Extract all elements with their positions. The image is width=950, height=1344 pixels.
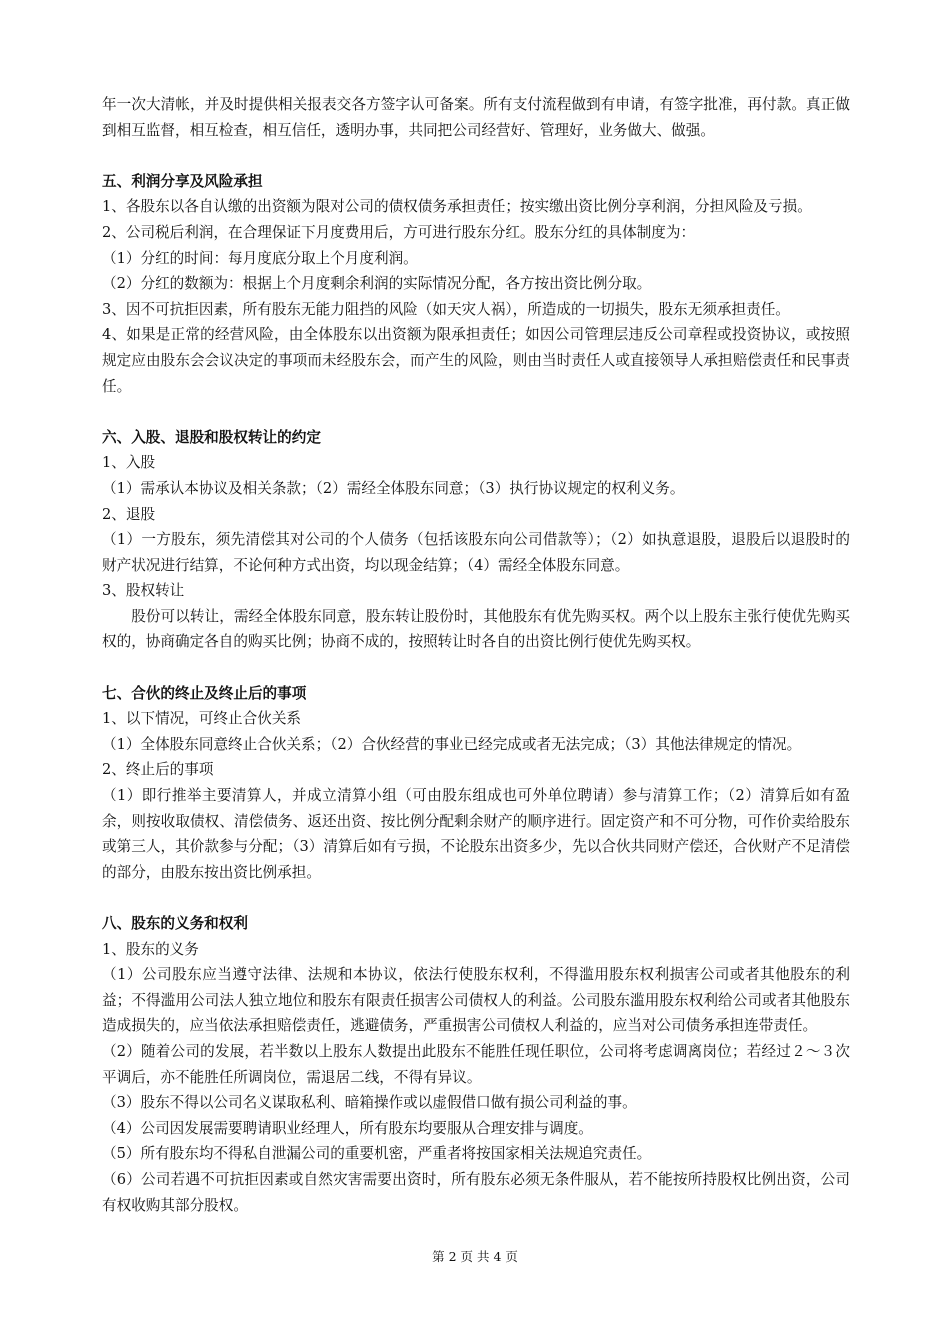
paragraph: （2）随着公司的发展，若半数以上股东人数提出此股东不能胜任现任职位，公司将考虑调离岗位；若经过２～３次平调后，亦不能胜任所调岗位，需退居二线，不得有异议。 xyxy=(102,1042,850,1086)
paragraph: 1、以下情况，可终止合伙关系 xyxy=(102,710,302,728)
paragraph: 2、公司税后利润，在合理保证下月度费用后，方可进行股东分红。股东分红的具体制度为： xyxy=(102,223,696,241)
section-heading: 七、合伙的终止及终止后的事项 xyxy=(102,684,307,702)
paragraph: 4、如果是正常的经营风险，由全体股东以出资额为限承担责任；如因公司管理层违反公司章程或投资协议，或按照规定应由股东会会议决定的事项而未经股东会，而产生的风险，则由当时责任人或直接领导人承担赔偿责任和民事责任。 xyxy=(102,326,850,395)
paragraph: 1、各股东以各自认缴的出资额为限对公司的债权债务承担责任；按实缴出资比例分享利润，分担风险及亏损。 xyxy=(102,198,812,216)
paragraph: （3）股东不得以公司名义谋取私利、暗箱操作或以虚假借口做有损公司利益的事。 xyxy=(102,1094,637,1112)
paragraph: （4）公司因发展需要聘请职业经理人，所有股东均要服从合理安排与调度。 xyxy=(102,1119,593,1137)
paragraph: （1）需承认本协议及相关条款；（2）需经全体股东同意；（3）执行协议规定的权利义务。 xyxy=(102,479,685,497)
intro-paragraph: 年一次大清帐，并及时提供相关报表交各方签字认可备案。所有支付流程做到有申请，有签字批准，再付款。真正做到相互监督，相互检查，相互信任，透明办事，共同把公司经营好、管理好，业务做大、做强。 xyxy=(102,96,850,139)
paragraph: （5）所有股东均不得私自泄漏公司的重要机密，严重者将按国家相关法规追究责任。 xyxy=(102,1145,652,1163)
section-heading: 五、利润分享及风险承担 xyxy=(102,172,263,190)
page-number-footer: 第 2 页 共 4 页 xyxy=(432,1249,518,1264)
section-gap xyxy=(102,399,850,425)
paragraph: （2）分红的数额为：根据上个月度剩余利润的实际情况分配，各方按出资比例分取。 xyxy=(102,275,652,293)
paragraph: （1）即行推举主要清算人，并成立清算小组（可由股东组成也可外单位聘请）参与清算工作；（2）清算后如有盈余，则按收取债权、清偿债务、返还出资、按比例分配剩余财产的顺序进行。固定资产和不可分物，可作价卖给股东或第三人，其价款参与分配；（3）清算后如有亏损，不论股东出资多少，先以合伙共同财产偿还，合伙财产不足清偿的部分，由股东按出资比例承担。 xyxy=(102,787,850,881)
paragraph: 2、退股 xyxy=(102,505,156,523)
section-heading: 六、入股、退股和股权转让的约定 xyxy=(102,428,321,446)
section-duties-rights xyxy=(102,911,850,1218)
paragraph: 2、终止后的事项 xyxy=(102,761,214,779)
section-shares-transfer xyxy=(102,425,850,655)
paragraph: 股份可以转让，需经全体股东同意，股东转让股份时，其他股东有优先购买权。两个以上股东主张行使优先购买权的，协商确定各自的购买比例；协商不成的，按照转让时各自的出资比例行使优先购买权。 xyxy=(102,607,850,651)
paragraph: （1）一方股东，须先清偿其对公司的个人债务（包括该股东向公司借款等）；（2）如执意退股，退股后以退股时的财产状况进行结算，不论何种方式出资，均以现金结算；（4）需经全体股东同意。 xyxy=(102,531,850,574)
paragraph: （1）公司股东应当遵守法律、法规和本协议，依法行使股东权利，不得滥用股东权利损害公司或者其他股东的利益；不得滥用公司法人独立地位和股东有限责任损害公司债权人的利益。公司股东滥用股东权利给公司或者其他股东造成损失的，应当依法承担赔偿责任，逃避债务，严重损害公司债权人利益的，应当对公司债务承担连带责任。 xyxy=(102,966,850,1035)
section-gap xyxy=(102,143,850,169)
section-heading: 八、股东的义务和权利 xyxy=(102,915,248,932)
paragraph: 1、股东的义务 xyxy=(102,940,199,958)
section-termination xyxy=(102,681,850,886)
paragraph: 3、因不可抗拒因素，所有股东无能力阻挡的风险（如天灾人祸），所造成的一切损失，股东无须承担责任。 xyxy=(102,300,790,318)
section-gap xyxy=(102,655,850,681)
paragraph: （6）公司若遇不可抗拒因素或自然灾害需要出资时，所有股东必须无条件服从，若不能按所持股权比例出资，公司有权收购其部分股权。 xyxy=(102,1170,850,1214)
section-gap xyxy=(102,885,850,911)
paragraph: 3、股权转让 xyxy=(102,582,185,600)
paragraph: 1、入股 xyxy=(102,454,156,472)
paragraph: （1）分红的时间：每月度底分取上个月度利润。 xyxy=(102,249,418,267)
section-profit-risk xyxy=(102,169,850,399)
paragraph: （1）全体股东同意终止合伙关系；（2）合伙经营的事业已经完成或者无法完成；（3）其他法律规定的情况。 xyxy=(102,735,802,753)
